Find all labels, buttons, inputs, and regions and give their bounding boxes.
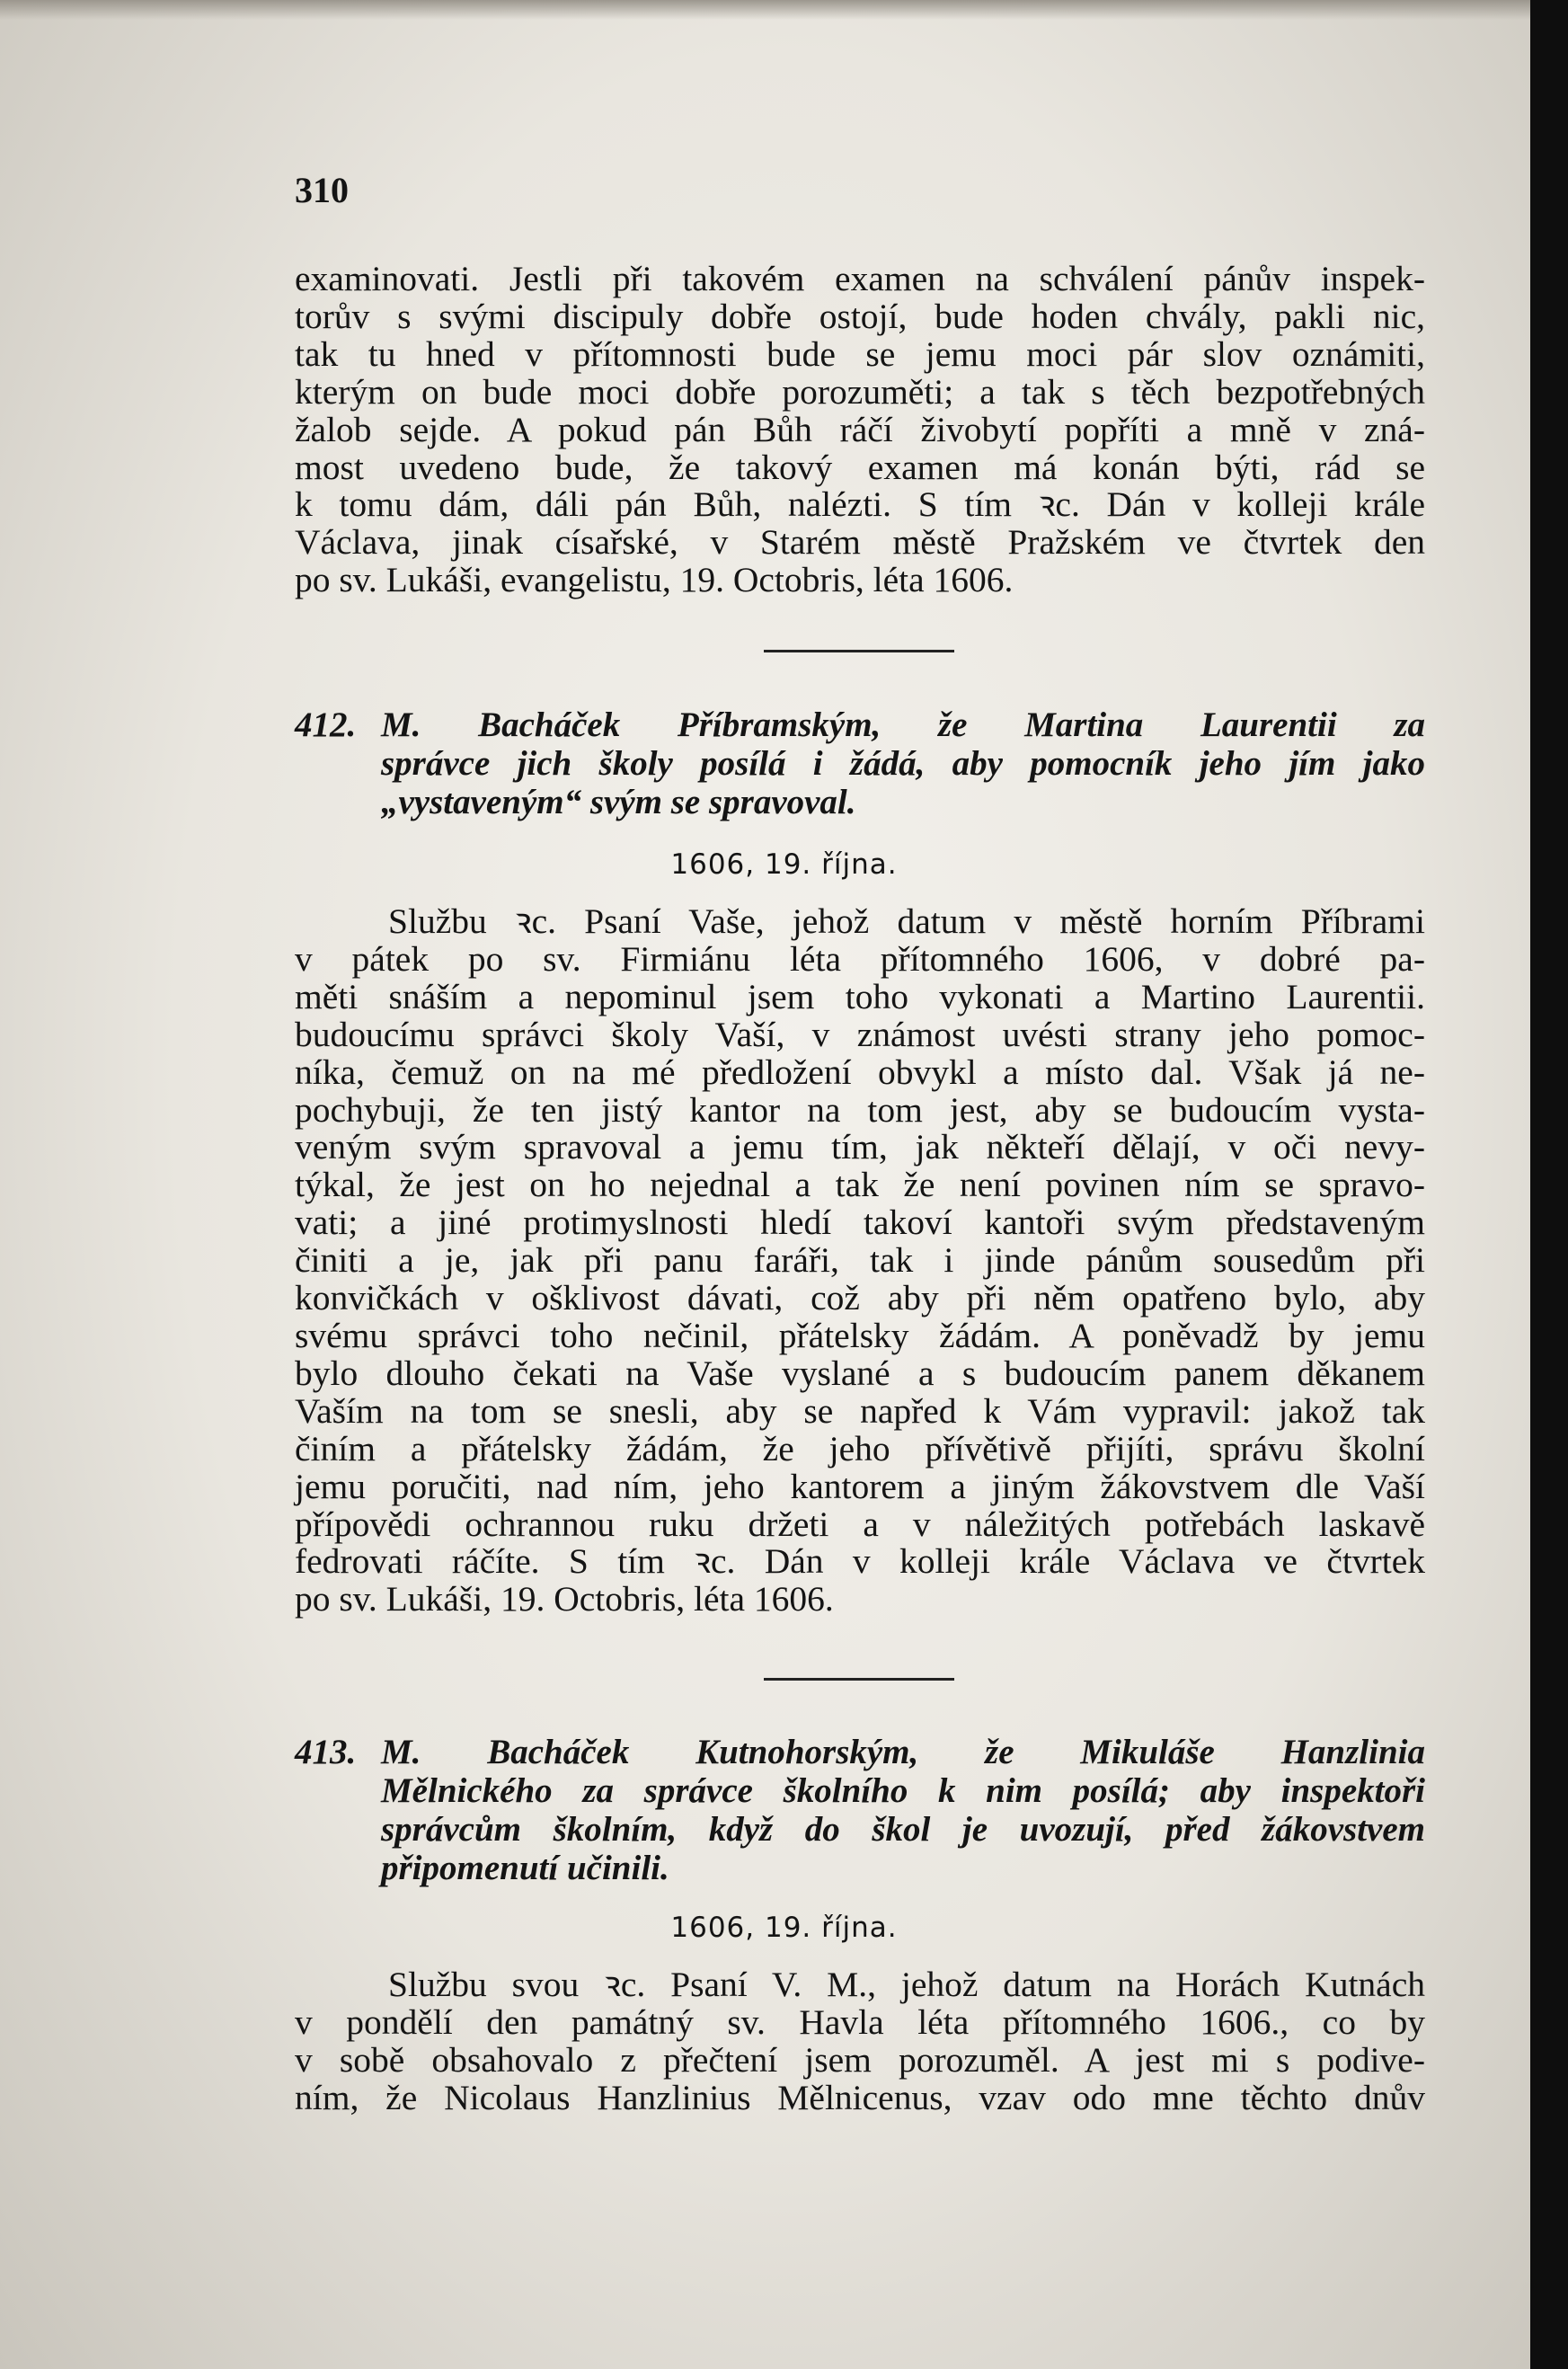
text-line: svému správci toho nečinil, přátelsky žádám. A poněvadž by jemu: [295, 1315, 1425, 1355]
letter-413-body: [295, 1966, 1425, 2117]
letter-413-date: 1606, 19. října.: [670, 1912, 898, 1944]
text-line: v pondělí den památný sv. Havla léta přítomného 1606., co by: [295, 2001, 1425, 2042]
text-line: k tomu dám, dáli pán Bůh, nalézti. S tím ꝛc. Dán v kolleji krále: [295, 484, 1425, 525]
section-divider: [764, 1678, 954, 1681]
text-line: vati; a jiné protimyslnosti hledí takoví kantoři svým představeným: [295, 1202, 1425, 1243]
text-line: budoucímu správci školy Vaší, v známost uvésti strany jeho pomoc-: [295, 1014, 1425, 1054]
text-line: níka, čemuž on na mé předložení obvykl a místo dal. Však já ne-: [295, 1051, 1425, 1092]
text-line: bylo dlouho čekati na Vaše vyslané a s budoucím panem děkanem: [295, 1353, 1425, 1393]
text-line: měti snáším a nepominul jsem toho vykonati a Martino Laurentii.: [295, 976, 1425, 1016]
text-line: fedrovati ráčíte. S tím ꝛc. Dán v kolleji krále Václava ve čtvrtek: [295, 1541, 1425, 1582]
heading-line: M. Bacháček Příbramským, že Martina Laurentii za: [381, 705, 1425, 744]
text-line: činím a přátelsky žádám, že jeho přívětivě přijíti, správu školní: [295, 1428, 1425, 1468]
text-line: jemu poručiti, nad ním, jeho kantorem a jiným žákovstvem dle Vaší: [295, 1466, 1425, 1506]
page-number: 310: [295, 170, 349, 210]
text-line: týkal, že jest on ho nejednal a tak že není povinen ním se spravo-: [295, 1165, 1425, 1205]
letter-412-body: [295, 903, 1425, 1619]
text-line: most uvedeno bude, že takový examen má konán býti, rád se: [295, 447, 1425, 487]
text-line: přípovědi ochrannou ruku držeti a v náležitých potřebách laskavě: [295, 1504, 1425, 1544]
heading-line: správce jich školy posílá i žádá, aby pomocník jeho jím jako: [381, 744, 1425, 783]
text-line: torův s svými discipuly dobře ostojí, bude hoden chvály, pakli nic,: [295, 296, 1425, 336]
heading-line: Mělnického za správce školního k nim posílá; aby inspektoři: [381, 1771, 1425, 1810]
text-line: Službu ꝛc. Psaní Vaše, jehož datum v městě horním Příbrami: [388, 901, 1425, 941]
text-line: žalob sejde. A pokud pán Bůh ráčí živobytí popříti a mně v zná-: [295, 409, 1425, 449]
text-line: po sv. Lukáši, evangelistu, 19. Octobris, léta 1606.: [295, 560, 1014, 600]
heading-line: připomenutí učinili.: [381, 1849, 669, 1887]
letter-412-date: 1606, 19. října.: [670, 848, 898, 881]
text-line: kterým on bude moci dobře porozuměti; a tak s těch bezpotřebných: [295, 371, 1425, 412]
text-line: examinovati. Jestli při takovém examen na schválení pánův inspek-: [295, 259, 1425, 298]
section-divider: [764, 650, 954, 652]
text-line: konvičkách v ošklivost dávati, což aby při něm opatřeno bylo, aby: [295, 1278, 1425, 1318]
text-line: pochybuji, že ten jistý kantor na tom jest, aby se budoucím vysta-: [295, 1089, 1425, 1130]
text-line: po sv. Lukáši, 19. Octobris, léta 1606.: [295, 1579, 834, 1619]
letter-number: 412.: [295, 705, 357, 744]
scan-top-edge: [0, 0, 1568, 20]
heading-line: „vystaveným“ svým se spravoval.: [381, 783, 856, 821]
letter-413-heading: [295, 1733, 1425, 1887]
text-line: veným svým spravoval a jemu tím, jak někteří dělají, v oči nevy-: [295, 1127, 1425, 1167]
heading-line: M. Bacháček Kutnohorským, že Mikuláše Hanzlinia: [381, 1733, 1425, 1771]
text-line: Václava, jinak císařské, v Starém městě Pražském ve čtvrtek den: [295, 522, 1425, 563]
text-line: Vaším na tom se snesli, aby se napřed k Vám vypravil: jakož tak: [295, 1390, 1425, 1431]
text-line: činiti a je, jak při panu faráři, tak i jinde pánům sousedům při: [295, 1240, 1425, 1281]
text-line: v sobě obsahovalo z přečtení jsem porozuměl. A jest mi s podive-: [295, 2039, 1425, 2080]
letter-412-heading: [295, 705, 1425, 821]
letter-number: 413.: [295, 1733, 357, 1771]
text-line: Službu svou ꝛc. Psaní V. M., jehož datum na Horách Kutnách: [388, 1965, 1425, 2004]
text-line: ním, že Nicolaus Hanzlinius Mělnicenus, vzav odo mne těchto dnův: [295, 2077, 1425, 2117]
intro-text: [295, 261, 1425, 599]
text-line: v pátek po sv. Firmiánu léta přítomného 1606, v dobré pa-: [295, 938, 1425, 979]
text-line: tak tu hned v přítomnosti bude se jemu moci pár slov oznámiti,: [295, 333, 1425, 374]
heading-line: správcům školním, když do škol je uvozují, před žákovstvem: [381, 1810, 1425, 1849]
scan-right-edge: [1530, 0, 1568, 2369]
